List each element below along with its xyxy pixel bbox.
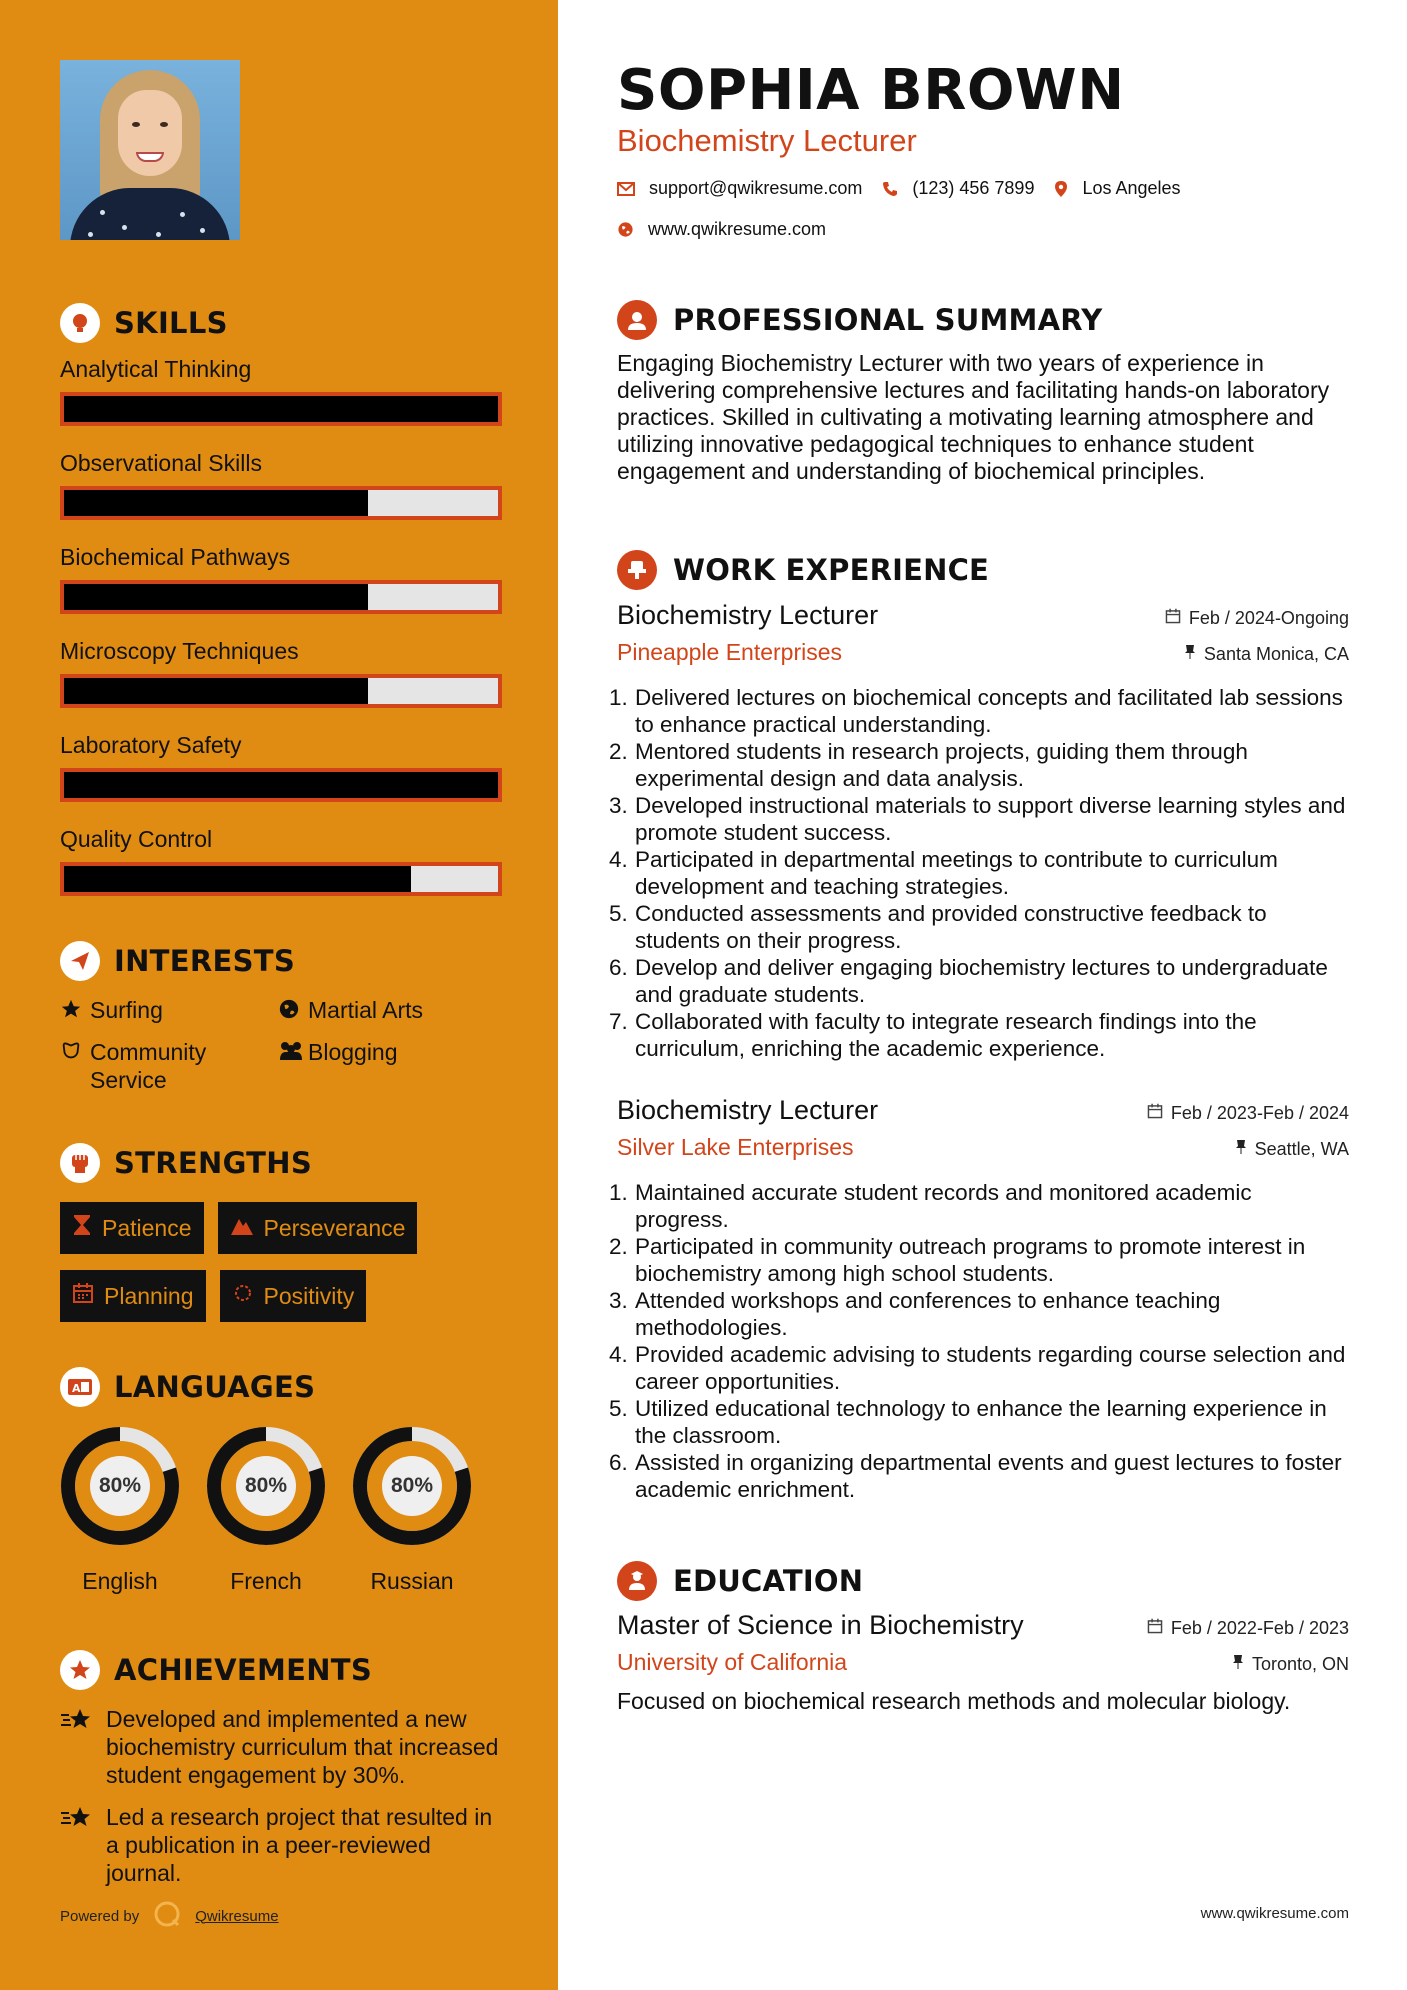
skill-bar	[60, 580, 502, 614]
job-entry	[609, 600, 1349, 1062]
summary-text: Engaging Biochemistry Lecturer with two years of experience in delivering comprehensive lectures and facilitating hands-on laboratory practices. Skilled in cultivating a motivating learning atmosphere and utilizing innovative pedagogical techniques to enhance student engagement and understanding of biochemical principles.	[617, 350, 1330, 484]
bullet-text: Maintained accurate student records and monitored academic progress.	[635, 1180, 1252, 1232]
languages-heading	[60, 1366, 558, 1408]
skill-name: Microscopy Techniques	[60, 638, 299, 664]
bullet-text: Utilized educational technology to enhance the learning experience in the classroom.	[635, 1396, 1327, 1448]
education-dates	[1147, 1618, 1349, 1639]
interest-item	[278, 996, 478, 1024]
education-dates-text: Feb / 2022-Feb / 2023	[1170, 1618, 1349, 1638]
education-title: EDUCATION	[673, 1564, 864, 1598]
education-entry	[617, 1610, 1349, 1715]
profile-photo	[60, 60, 240, 240]
job-bullet	[609, 1287, 1349, 1341]
phone-icon	[882, 181, 898, 197]
users-icon	[278, 1038, 308, 1062]
strength-label: Positivity	[263, 1282, 355, 1309]
skill-bar	[60, 862, 502, 896]
school-name: University of California	[617, 1649, 848, 1675]
languages-title: LANGUAGES	[114, 1370, 316, 1404]
job-bullet	[609, 1395, 1349, 1449]
calendar-icon	[1147, 1103, 1163, 1124]
job-bullet	[609, 846, 1349, 900]
languages-list	[60, 1426, 558, 1595]
job-bullet	[609, 738, 1349, 792]
bullet-number: 1.	[609, 1180, 628, 1205]
job-bullet	[609, 954, 1349, 1008]
strength-badge	[218, 1202, 418, 1254]
language-donut	[60, 1426, 180, 1546]
skill-bar-fill	[64, 490, 368, 516]
paper-plane-icon	[60, 941, 100, 981]
job-bullet	[609, 1233, 1349, 1287]
company-name: Pineapple Enterprises	[617, 639, 843, 665]
achievements-heading	[60, 1649, 558, 1691]
job-bullet	[609, 792, 1349, 846]
job-title: Biochemistry Lecturer	[617, 600, 879, 630]
skill-bar	[60, 768, 502, 802]
star-badge-icon	[60, 1650, 100, 1690]
skill-bar-fill	[64, 678, 368, 704]
skill-name: Biochemical Pathways	[60, 544, 291, 570]
achievements-section	[60, 1649, 558, 1887]
svg-text:A: A	[72, 1382, 81, 1395]
bullet-text: Provided academic advising to students regarding course selection and career opportunities.	[635, 1342, 1346, 1394]
bullet-text: Participated in departmental meetings to contribute to curriculum development and teaching strategies.	[635, 847, 1278, 899]
strengths-heading	[60, 1142, 558, 1184]
shooting-star-icon	[60, 1705, 106, 1738]
powered-by	[60, 1900, 279, 1932]
bullet-number: 4.	[609, 1342, 628, 1367]
skill-name: Quality Control	[60, 826, 213, 852]
summary-title: PROFESSIONAL SUMMARY	[673, 303, 1103, 337]
education-location	[1232, 1654, 1349, 1675]
skill-bar-fill	[64, 396, 498, 422]
language-percent: 80%	[236, 1456, 296, 1516]
skill-bar	[60, 392, 502, 426]
education-location-text: Toronto, ON	[1251, 1654, 1349, 1674]
bullet-number: 6.	[609, 1450, 628, 1475]
hands-icon	[60, 1038, 90, 1062]
skill-bar-fill	[64, 866, 411, 892]
job-bullets	[609, 1179, 1349, 1503]
interests-title: INTERESTS	[114, 944, 296, 978]
experience-heading	[617, 550, 989, 590]
mountain-icon	[230, 1215, 254, 1242]
language-name: French	[230, 1568, 302, 1594]
bullet-number: 5.	[609, 1396, 628, 1421]
pushpin-icon	[1184, 644, 1196, 665]
job-bullet	[609, 1179, 1349, 1233]
bullet-number: 6.	[609, 955, 628, 980]
achievement-text: Developed and implemented a new biochemistry curriculum that increased student engagement by 30%.	[106, 1706, 499, 1788]
skill-bar	[60, 486, 502, 520]
job-location	[1235, 1139, 1349, 1160]
achievement-item	[60, 1705, 500, 1789]
globe-icon	[617, 221, 634, 238]
degree-title: Master of Science in Biochemistry	[617, 1610, 1024, 1640]
skills-title: SKILLS	[114, 306, 228, 340]
job-bullets	[609, 684, 1349, 1062]
skills-section	[60, 302, 558, 896]
bullet-text: Attended workshops and conferences to enhance teaching methodologies.	[635, 1288, 1221, 1340]
sun-icon	[232, 1282, 254, 1310]
company-name: Silver Lake Enterprises	[617, 1134, 854, 1160]
job-bullet	[609, 1341, 1349, 1395]
contact-email[interactable]: support@qwikresume.com	[649, 178, 863, 198]
strength-label: Patience	[102, 1214, 192, 1241]
bullet-number: 3.	[609, 793, 628, 818]
candidate-role: Biochemistry Lecturer	[617, 123, 917, 158]
language-percent: 80%	[90, 1456, 150, 1516]
language-item	[206, 1426, 326, 1595]
strength-label: Perseverance	[263, 1214, 406, 1241]
fist-icon	[60, 1143, 100, 1183]
job-bullet	[609, 1008, 1349, 1062]
map-pin-icon	[1054, 180, 1068, 198]
pushpin-icon	[1232, 1654, 1244, 1675]
bullet-text: Collaborated with faculty to integrate research findings into the curriculum, enriching the academic experience.	[635, 1009, 1257, 1061]
job-entry	[609, 1095, 1349, 1503]
job-bullet	[609, 900, 1349, 954]
skills-heading	[60, 302, 558, 344]
website-row	[617, 219, 826, 240]
achievement-text: Led a research project that resulted in a publication in a peer-reviewed journal.	[106, 1804, 493, 1886]
bullet-text: Mentored students in research projects, guiding them through experimental design and data analysis.	[635, 739, 1248, 791]
job-bullet	[609, 684, 1349, 738]
bullet-number: 1.	[609, 685, 628, 710]
interest-label: Blogging	[308, 1039, 398, 1065]
bullet-number: 5.	[609, 901, 628, 926]
footer-url[interactable]: www.qwikresume.com	[1200, 1905, 1349, 1922]
languages-section	[60, 1366, 558, 1595]
bullet-text: Develop and deliver engaging biochemistry lectures to undergraduate and graduate students.	[635, 955, 1328, 1007]
contact-phone[interactable]: (123) 456 7899	[912, 178, 1035, 198]
strength-badge	[220, 1270, 367, 1322]
strengths-list	[60, 1202, 500, 1322]
interest-label: Surfing	[90, 997, 163, 1023]
skills-list	[60, 354, 558, 896]
envelope-icon	[617, 182, 635, 196]
summary-heading	[617, 300, 1102, 340]
strength-badge	[60, 1202, 204, 1254]
job-dates	[1165, 608, 1349, 629]
interest-item	[60, 996, 278, 1024]
bullet-text: Delivered lectures on biochemical concepts and facilitated lab sessions to enhance practical understanding.	[635, 685, 1343, 737]
interest-item	[60, 1038, 278, 1094]
candidate-name: SOPHIA BROWN	[617, 58, 1125, 123]
language-name: English	[82, 1568, 158, 1594]
qwikresume-logo-icon	[153, 1900, 181, 1932]
interest-label: Community Service	[90, 1039, 207, 1093]
powered-by-label: Powered by	[60, 1907, 140, 1925]
strength-label: Planning	[104, 1282, 194, 1309]
language-donut	[206, 1426, 326, 1546]
bullet-text: Developed instructional materials to support diverse learning styles and promote student success.	[635, 793, 1346, 845]
skill-name: Laboratory Safety	[60, 732, 242, 758]
strength-badge	[60, 1270, 206, 1322]
interest-label: Martial Arts	[308, 997, 424, 1023]
bullet-text: Conducted assessments and provided constructive feedback to students on their progress.	[635, 901, 1267, 953]
bullet-number: 4.	[609, 847, 628, 872]
interests-section	[60, 940, 558, 1094]
contact-location: Los Angeles	[1082, 178, 1181, 198]
skill-bar-fill	[64, 772, 498, 798]
strengths-section	[60, 1142, 558, 1322]
contact-website[interactable]: www.qwikresume.com	[648, 219, 827, 239]
globe-icon	[278, 996, 308, 1020]
calendar-icon	[1165, 608, 1181, 629]
hourglass-icon	[72, 1214, 92, 1242]
achievements-title: ACHIEVEMENTS	[114, 1653, 373, 1687]
job-location	[1184, 644, 1349, 665]
bullet-number: 2.	[609, 1234, 628, 1259]
strengths-title: STRENGTHS	[114, 1146, 313, 1180]
bullet-number: 3.	[609, 1288, 628, 1313]
interests-list	[60, 996, 558, 1094]
achievements-list	[60, 1705, 558, 1887]
calendar-icon	[72, 1282, 94, 1310]
language-icon	[60, 1367, 100, 1407]
sidebar	[0, 0, 558, 1990]
lightbulb-icon	[60, 303, 100, 343]
bullet-text: Participated in community outreach programs to promote interest in biochemistry among high school students.	[635, 1234, 1306, 1286]
calendar-icon	[1147, 1618, 1163, 1639]
main-content	[609, 0, 1349, 1990]
bullet-text: Assisted in organizing departmental events and guest lectures to foster academic enrichment.	[635, 1450, 1342, 1502]
bullet-number: 7.	[609, 1009, 628, 1034]
job-dates-text: Feb / 2024-Ongoing	[1188, 608, 1349, 628]
experience-title: WORK EXPERIENCE	[673, 553, 990, 587]
job-title: Biochemistry Lecturer	[617, 1095, 879, 1125]
language-percent: 80%	[382, 1456, 442, 1516]
qwikresume-link[interactable]: Qwikresume	[195, 1907, 279, 1925]
contact-row	[617, 178, 1181, 199]
shooting-star-icon	[60, 1803, 106, 1836]
job-location-text: Seattle, WA	[1254, 1139, 1349, 1159]
language-donut	[352, 1426, 472, 1546]
star-icon	[60, 996, 90, 1020]
skill-name: Analytical Thinking	[60, 356, 252, 382]
skill-name: Observational Skills	[60, 450, 262, 476]
bullet-number: 2.	[609, 739, 628, 764]
job-dates-text: Feb / 2023-Feb / 2024	[1170, 1103, 1349, 1123]
skill-bar	[60, 674, 502, 708]
interest-item	[278, 1038, 478, 1094]
pushpin-icon	[1235, 1139, 1247, 1160]
briefcase-icon	[617, 550, 657, 590]
skill-bar-fill	[64, 584, 368, 610]
language-name: Russian	[370, 1568, 454, 1594]
language-item	[60, 1426, 180, 1595]
education-heading	[617, 1561, 863, 1601]
job-location-text: Santa Monica, CA	[1203, 644, 1349, 664]
education-description: Focused on biochemical research methods and molecular biology.	[617, 1688, 1291, 1714]
language-item	[352, 1426, 472, 1595]
interests-heading	[60, 940, 558, 982]
graduation-icon	[617, 1561, 657, 1601]
user-icon	[617, 300, 657, 340]
job-bullet	[609, 1449, 1349, 1503]
job-dates	[1147, 1103, 1349, 1124]
achievement-item	[60, 1803, 500, 1887]
